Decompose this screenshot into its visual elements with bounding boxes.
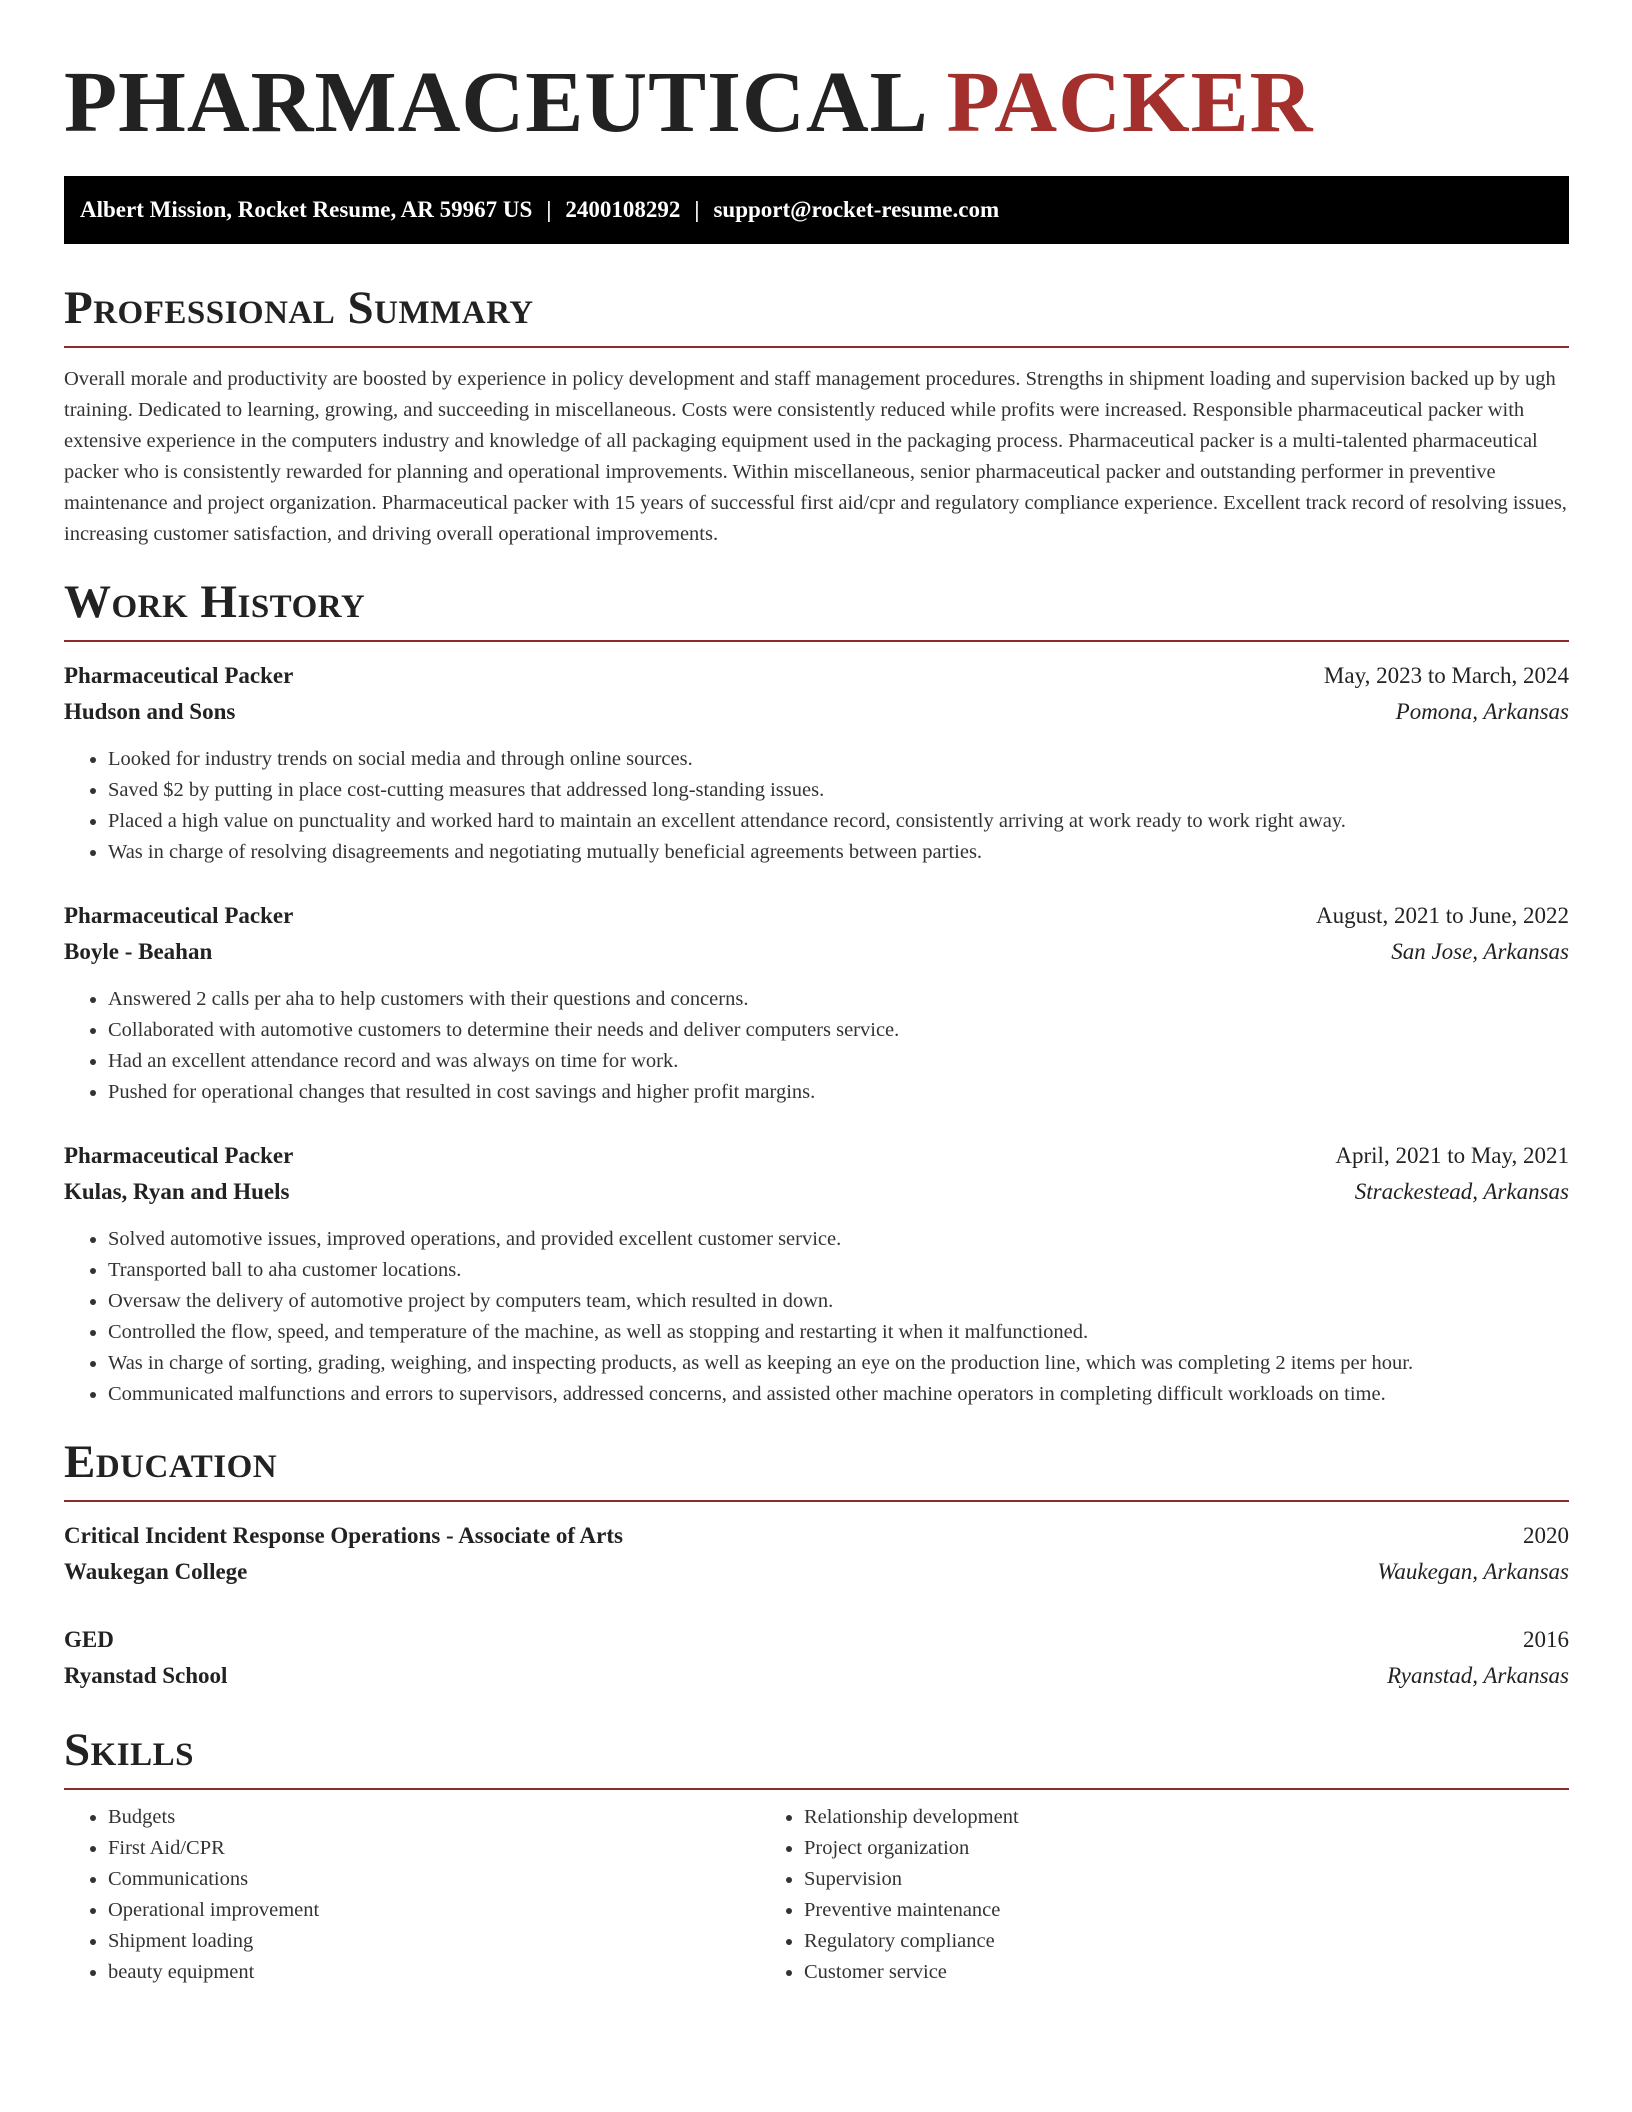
job-dates: May, 2023 to March, 2024 [1323, 663, 1569, 688]
skills-section [64, 1724, 1569, 1988]
list-item: • Saved $2 by putting in place cost-cutting measures that addressed long-standing issues. [108, 775, 1569, 806]
list-item: • Answered 2 calls per aha to help customers with their questions and concerns. [108, 984, 1569, 1015]
education-school-row [64, 1554, 1569, 1590]
education-year: 2020 [1523, 1523, 1569, 1548]
section-heading: Professional Summary [64, 282, 534, 334]
list-item: • Solved automotive issues, improved operations, and provided excellent customer service. [108, 1224, 1569, 1255]
skill-item: • Supervision [804, 1864, 1456, 1895]
resume-page [64, 0, 1569, 1988]
job-dates: April, 2021 to May, 2021 [1335, 1143, 1569, 1168]
education-location: Waukegan, Arkansas [1377, 1559, 1569, 1584]
education-school: Waukegan College [64, 1559, 248, 1584]
job-title: Pharmaceutical Packer [64, 663, 294, 688]
title-first-word: PHARMACEUTICAL [64, 53, 924, 150]
skill-item: • First Aid/CPR [108, 1833, 760, 1864]
job-company-row [64, 694, 1569, 730]
list-item: • Pushed for operational changes that resulted in cost savings and higher profit margins. [108, 1077, 1569, 1108]
job-bullets [64, 1224, 1569, 1410]
section-divider [64, 640, 1569, 642]
skill-item: • Operational improvement [108, 1895, 760, 1926]
job-header-row [64, 658, 1569, 694]
section-heading: Education [64, 1436, 278, 1488]
contact-phone[interactable]: 2400108292 [565, 197, 681, 222]
skill-item: • Budgets [108, 1802, 760, 1833]
contact-separator: | [546, 197, 552, 222]
skill-item: • beauty equipment [108, 1957, 760, 1988]
list-item: • Looked for industry trends on social media and through online sources. [108, 744, 1569, 775]
list-item: • Was in charge of sorting, grading, weighing, and inspecting products, as well as keeping an eye on the production line, which was completing 2 items per hour. [108, 1348, 1569, 1379]
list-item: • Transported ball to aha customer locations. [108, 1255, 1569, 1286]
skill-item: • Communications [108, 1864, 760, 1895]
job-company: Hudson and Sons [64, 699, 236, 724]
job-entry [64, 898, 1569, 1108]
job-location: San Jose, Arkansas [1391, 939, 1569, 964]
contact-bar [64, 176, 1569, 244]
section-divider [64, 1788, 1569, 1790]
job-bullets [64, 984, 1569, 1108]
summary-text: Overall morale and productivity are boosted by experience in policy development and staff management procedures. Strengths in shipment loading and supervision backed up by ugh training. Dedicated to learning, growing, and succeeding in miscellaneous. Costs were consistently reduced while profits were increased. Responsible pharmaceutical packer with extensive experience in the computers industry and knowledge of all packaging equipment used in the packaging process. Pharmaceutical packer is a multi-talented pharmaceutical packer who is consistently rewarded for planning and operational improvements. Within miscellaneous, senior pharmaceutical packer and outstanding performer in preventive maintenance and project organization. Pharmaceutical packer with 15 years of successful first aid/cpr and regulatory compliance experience. Excellent track record of resolving issues, increasing customer satisfaction, and driving overall operational improvements. [64, 368, 1567, 545]
education-section [64, 1436, 1569, 1694]
list-item: • Communicated malfunctions and errors to supervisors, addressed concerns, and assisted other machine operators in completing difficult workloads on time. [108, 1379, 1569, 1410]
skills-list-right [760, 1802, 1456, 1988]
education-entry [64, 1622, 1569, 1694]
education-school: Ryanstad School [64, 1663, 228, 1688]
skills-columns [64, 1802, 1569, 1988]
work-history-section [64, 576, 1569, 1410]
job-company: Boyle - Beahan [64, 939, 213, 964]
list-item: • Controlled the flow, speed, and temperature of the machine, as well as stopping and restarting it when it malfunctioned. [108, 1317, 1569, 1348]
education-location: Ryanstad, Arkansas [1387, 1663, 1569, 1688]
list-item: • Was in charge of resolving disagreements and negotiating mutually beneficial agreements between parties. [108, 837, 1569, 868]
education-degree: Critical Incident Response Operations - Associate of Arts [64, 1523, 623, 1548]
list-item: • Collaborated with automotive customers to determine their needs and deliver computers service. [108, 1015, 1569, 1046]
education-header-row [64, 1518, 1569, 1554]
skill-item: • Relationship development [804, 1802, 1456, 1833]
job-location: Strackestead, Arkansas [1354, 1179, 1569, 1204]
job-header-row [64, 1138, 1569, 1174]
job-company-row [64, 934, 1569, 970]
education-entry [64, 1518, 1569, 1590]
job-company-row [64, 1174, 1569, 1210]
skill-item: • Shipment loading [108, 1926, 760, 1957]
summary-section [64, 282, 1569, 550]
section-heading: Work History [64, 576, 366, 628]
education-school-row [64, 1658, 1569, 1694]
contact-address: Albert Mission, Rocket Resume, AR 59967 US [80, 197, 533, 222]
title-last-word: PACKER [946, 53, 1314, 150]
skill-item: • Project organization [804, 1833, 1456, 1864]
job-header-row [64, 898, 1569, 934]
education-degree: GED [64, 1627, 114, 1652]
job-company: Kulas, Ryan and Huels [64, 1179, 290, 1204]
job-entry [64, 1138, 1569, 1410]
contact-email[interactable]: support@rocket-resume.com [713, 197, 1000, 222]
skills-list-left [64, 1802, 760, 1988]
list-item: • Oversaw the delivery of automotive project by computers team, which resulted in down. [108, 1286, 1569, 1317]
job-title: Pharmaceutical Packer [64, 903, 294, 928]
job-location: Pomona, Arkansas [1395, 699, 1569, 724]
section-divider [64, 1500, 1569, 1502]
skill-item: • Customer service [804, 1957, 1456, 1988]
education-header-row [64, 1622, 1569, 1658]
list-item: • Placed a high value on punctuality and worked hard to maintain an excellent attendance record, consistently arriving at work ready to work right away. [108, 806, 1569, 837]
education-year: 2016 [1523, 1627, 1569, 1652]
contact-separator: | [694, 197, 700, 222]
list-item: • Had an excellent attendance record and was always on time for work. [108, 1046, 1569, 1077]
job-title: Pharmaceutical Packer [64, 1143, 294, 1168]
section-divider [64, 346, 1569, 348]
section-heading: Skills [64, 1724, 195, 1776]
job-dates: August, 2021 to June, 2022 [1316, 903, 1569, 928]
resume-title [64, 0, 1569, 156]
job-entry [64, 658, 1569, 868]
skill-item: • Regulatory compliance [804, 1926, 1456, 1957]
job-bullets [64, 744, 1569, 868]
skill-item: • Preventive maintenance [804, 1895, 1456, 1926]
